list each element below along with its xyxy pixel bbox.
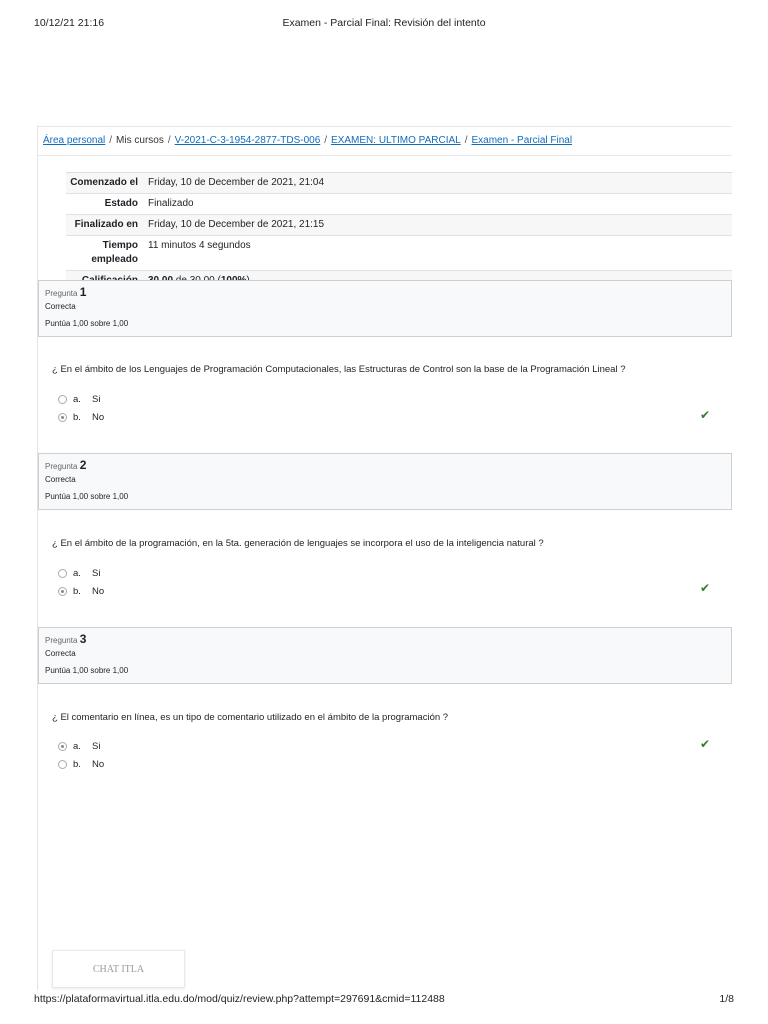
breadcrumb-course[interactable]: V-2021-C-3-1954-2877-TDS-006 (174, 135, 321, 146)
radio-button[interactable] (58, 395, 67, 404)
summary-value: Friday, 10 de December de 2021, 21:15 (148, 219, 325, 230)
checkmark-icon: ✔ (700, 581, 711, 595)
option-label: No (92, 758, 105, 770)
option-a[interactable] (58, 392, 100, 406)
breadcrumb-area-personal[interactable]: Área personal (43, 135, 106, 146)
option-b[interactable] (58, 757, 104, 771)
question-info-2 (38, 453, 732, 510)
radio-button-checked[interactable] (58, 413, 67, 422)
question-state: Correcta (45, 649, 76, 658)
question-grade: Puntúa 1,00 sobre 1,00 (45, 319, 129, 328)
question-text-1: ¿ En el ámbito de los Lenguajes de Programación Computacionales, las Estructuras de Control son la base de la Programación Lineal ? (52, 364, 626, 375)
summary-value: Finalizado (148, 198, 194, 209)
print-header (0, 17, 768, 31)
breadcrumb-separator: / (109, 135, 113, 146)
option-label: Si (92, 567, 101, 579)
question-grade: Puntúa 1,00 sobre 1,00 (45, 666, 129, 675)
summary-row (66, 236, 732, 271)
radio-button-checked[interactable] (58, 742, 67, 751)
breadcrumb-separator: / (324, 135, 328, 146)
option-label: Si (92, 740, 101, 752)
question-info-1 (38, 280, 732, 337)
question-state: Correcta (45, 302, 76, 311)
option-a[interactable] (58, 739, 100, 753)
radio-button[interactable] (58, 569, 67, 578)
question-info-3 (38, 627, 732, 684)
summary-row (66, 173, 732, 194)
breadcrumb-separator: / (167, 135, 171, 146)
option-label: No (92, 585, 105, 597)
option-label: Si (92, 393, 101, 405)
question-state: Correcta (45, 475, 76, 484)
print-title: Examen - Parcial Final: Revisión del intento (282, 17, 486, 29)
summary-row (66, 215, 732, 236)
print-url: https://plataformavirtual.itla.edu.do/mod/quiz/review.php?attempt=297691&cmid=112488 (34, 993, 445, 1005)
print-page-number: 1/8 (719, 993, 734, 1005)
question-text-2: ¿ En el ámbito de la programación, en la 5ta. generación de lenguajes se incorpora el uso de la inteligencia natural ? (52, 538, 544, 549)
question-prefix: Pregunta (45, 289, 78, 298)
question-number: 3 (79, 632, 87, 646)
radio-button[interactable] (58, 760, 67, 769)
summary-label: Finalizado en (74, 219, 138, 230)
radio-button-checked[interactable] (58, 587, 67, 596)
summary-row (66, 194, 732, 215)
option-b[interactable] (58, 584, 104, 598)
question-number: 2 (79, 458, 87, 472)
option-letter: b. (73, 758, 81, 770)
summary-value: 11 minutos 4 segundos (148, 240, 251, 251)
breadcrumb (37, 126, 732, 156)
breadcrumb-section[interactable]: EXAMEN: ULTIMO PARCIAL (331, 135, 461, 146)
option-letter: a. (73, 567, 81, 579)
option-letter: b. (73, 411, 81, 423)
option-letter: b. (73, 585, 81, 597)
option-a[interactable] (58, 566, 100, 580)
checkmark-icon: ✔ (700, 408, 711, 422)
option-label: No (92, 411, 105, 423)
summary-label: Comenzado el (70, 177, 138, 188)
question-prefix: Pregunta (45, 462, 78, 471)
chat-itla-button[interactable]: CHAT ITLA (52, 950, 185, 988)
question-number: 1 (79, 285, 87, 299)
question-grade: Puntúa 1,00 sobre 1,00 (45, 492, 129, 501)
summary-label: Estado (104, 198, 138, 209)
breadcrumb-mis-cursos: Mis cursos (116, 135, 164, 146)
option-letter: a. (73, 393, 81, 405)
checkmark-icon: ✔ (700, 737, 711, 751)
print-date: 10/12/21 21:16 (34, 17, 105, 29)
summary-value: Friday, 10 de December de 2021, 21:04 (148, 177, 325, 188)
breadcrumb-separator: / (464, 135, 468, 146)
question-prefix: Pregunta (45, 636, 78, 645)
option-b[interactable] (58, 410, 104, 424)
summary-label: Tiempo empleado (91, 240, 138, 265)
option-letter: a. (73, 740, 81, 752)
question-text-3: ¿ El comentario en línea, es un tipo de comentario utilizado en el ámbito de la programación ? (52, 712, 449, 723)
attempt-summary-table (66, 172, 732, 292)
breadcrumb-quiz[interactable]: Examen - Parcial Final (471, 135, 573, 146)
print-footer (0, 993, 768, 1007)
